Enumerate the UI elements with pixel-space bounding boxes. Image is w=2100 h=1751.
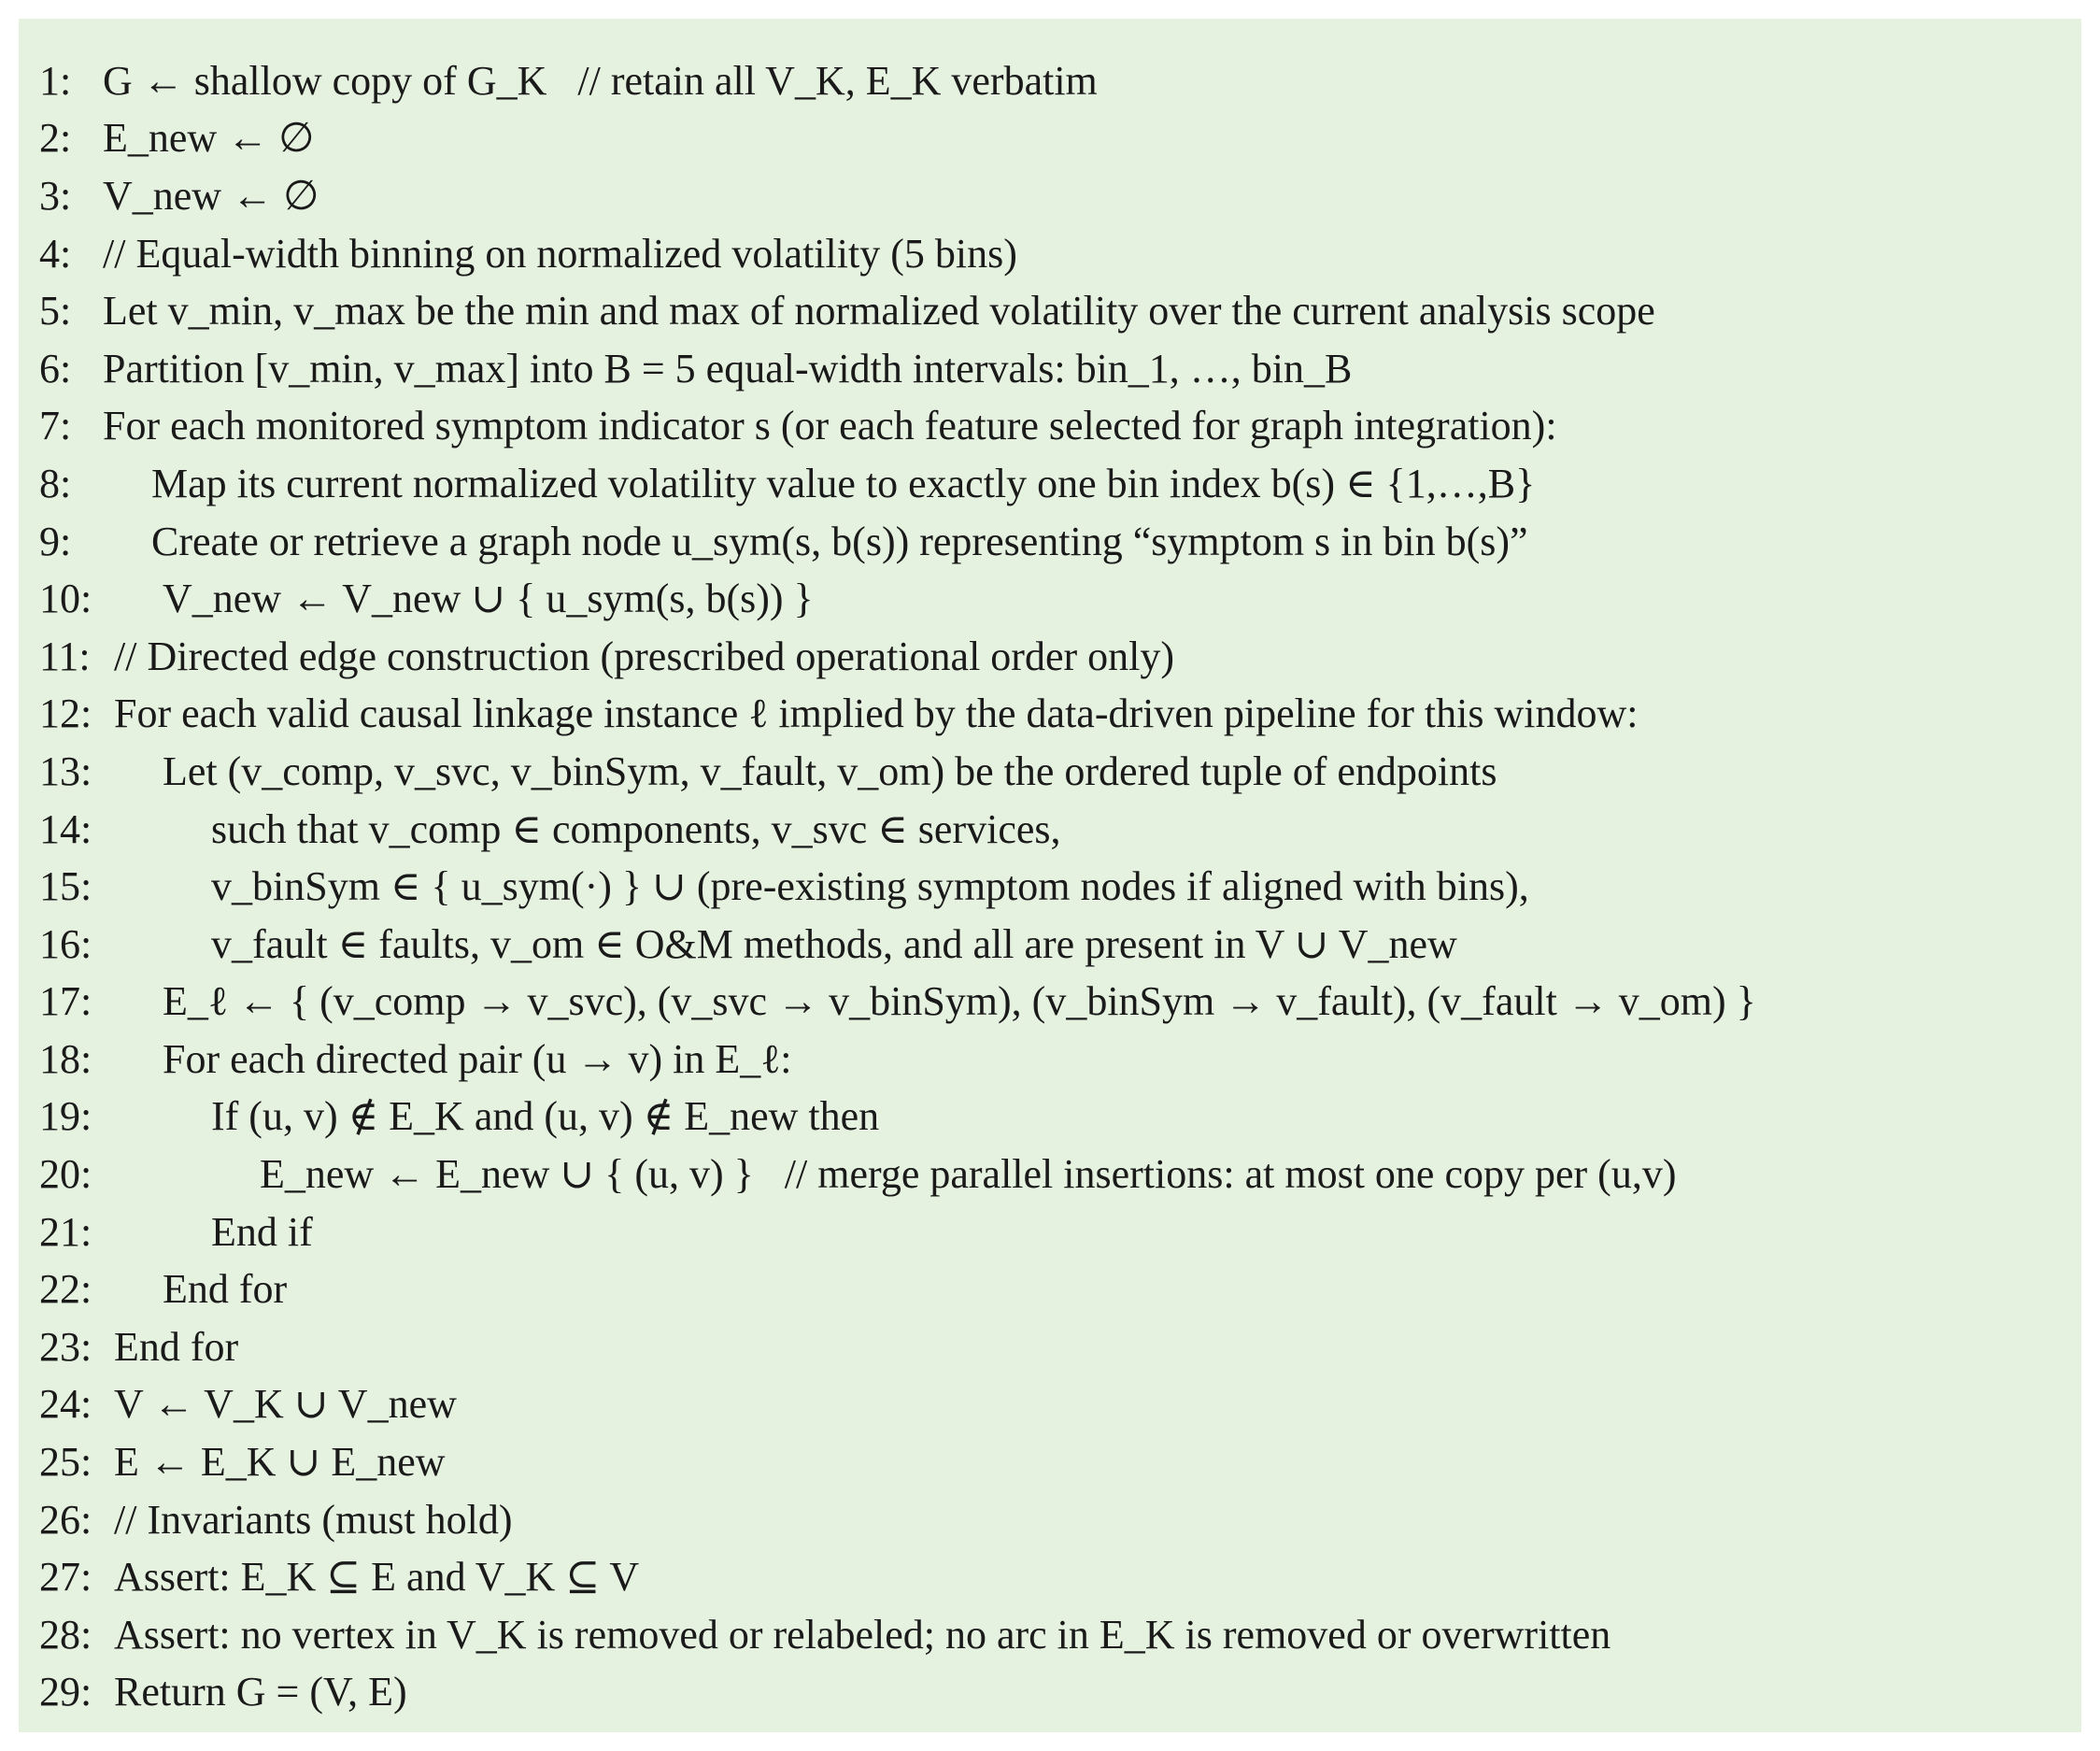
line-number: 17: xyxy=(39,978,92,1025)
line-text: Return G = (V, E) xyxy=(114,1669,407,1715)
line-number: 8: xyxy=(39,460,72,506)
line-text: // Directed edge construction (prescribed operational order only) xyxy=(114,633,1174,679)
algorithm-line xyxy=(39,513,1756,571)
algorithm-line xyxy=(39,1089,1756,1146)
line-text: such that v_comp ∈ components, v_svc ∈ services, xyxy=(211,805,1061,852)
line-text: Partition [v_min, v_max] into B = 5 equal-width intervals: bin_1, …, bin_B xyxy=(103,345,1353,391)
line-number: 20: xyxy=(39,1151,92,1198)
algorithm-lines xyxy=(39,52,1756,1721)
line-text: For each directed pair (u → v) in E_ℓ: xyxy=(163,1035,792,1082)
algorithm-line xyxy=(39,686,1756,744)
line-number: 18: xyxy=(39,1035,92,1082)
algorithm-box xyxy=(19,19,2081,1732)
line-number: 27: xyxy=(39,1554,92,1601)
line-number: 12: xyxy=(39,690,92,737)
line-text: v_binSym ∈ { u_sym(·) } ∪ (pre-existing symptom nodes if aligned with bins), xyxy=(211,863,1529,910)
algorithm-line xyxy=(39,1548,1756,1606)
line-number: 25: xyxy=(39,1439,92,1486)
algorithm-line xyxy=(39,1606,1756,1664)
line-text: G ← shallow copy of G_K // retain all V_K, E_K verbatim xyxy=(103,57,1098,104)
line-text: For each monitored symptom indicator s (or each feature selected for graph integration): xyxy=(103,403,1557,449)
line-text: Map its current normalized volatility value to exactly one bin index b(s) ∈ {1,…,B} xyxy=(151,460,1536,506)
line-number: 29: xyxy=(39,1669,92,1715)
line-number: 26: xyxy=(39,1496,92,1543)
line-text: E_new ← E_new ∪ { (u, v) } // merge parallel insertions: at most one copy per (u,v) xyxy=(260,1151,1677,1198)
line-text: v_fault ∈ faults, v_om ∈ O&M methods, and all are present in V ∪ V_new xyxy=(211,920,1457,967)
algorithm-line xyxy=(39,570,1756,628)
line-text: Let (v_comp, v_svc, v_binSym, v_fault, v_om) be the ordered tuple of endpoints xyxy=(163,747,1497,794)
line-number: 24: xyxy=(39,1381,92,1428)
line-text: Create or retrieve a graph node u_sym(s, b(s)) representing “symptom s in bin b(s)” xyxy=(151,518,1528,564)
line-text: Assert: no vertex in V_K is removed or relabeled; no arc in E_K is removed or overwritten xyxy=(114,1611,1611,1658)
line-number: 10: xyxy=(39,576,92,622)
algorithm-line xyxy=(39,282,1756,340)
line-number: 13: xyxy=(39,747,92,794)
algorithm-line xyxy=(39,1031,1756,1089)
algorithm-line xyxy=(39,974,1756,1032)
algorithm-line xyxy=(39,110,1756,168)
line-number: 6: xyxy=(39,345,72,391)
algorithm-line xyxy=(39,340,1756,398)
algorithm-line xyxy=(39,1146,1756,1203)
line-text: E ← E_K ∪ E_new xyxy=(114,1439,446,1486)
line-number: 4: xyxy=(39,230,72,277)
algorithm-line xyxy=(39,1203,1756,1261)
algorithm-line xyxy=(39,398,1756,456)
line-text: // Equal-width binning on normalized volatility (5 bins) xyxy=(103,230,1017,277)
algorithm-line xyxy=(39,1318,1756,1376)
line-number: 9: xyxy=(39,518,72,564)
line-number: 28: xyxy=(39,1611,92,1658)
line-text: End if xyxy=(211,1208,313,1255)
algorithm-line xyxy=(39,801,1756,859)
line-number: 2: xyxy=(39,115,72,162)
line-number: 5: xyxy=(39,288,72,335)
line-text: Assert: E_K ⊆ E and V_K ⊆ V xyxy=(114,1554,640,1601)
algorithm-line xyxy=(39,1433,1756,1491)
algorithm-line xyxy=(39,52,1756,110)
line-number: 15: xyxy=(39,863,92,910)
algorithm-line xyxy=(39,1491,1756,1549)
algorithm-line xyxy=(39,455,1756,513)
line-number: 11: xyxy=(39,633,91,679)
algorithm-line xyxy=(39,1376,1756,1434)
line-text: End for xyxy=(114,1323,239,1370)
line-number: 22: xyxy=(39,1266,92,1313)
line-number: 19: xyxy=(39,1093,92,1140)
line-number: 16: xyxy=(39,920,92,967)
algorithm-line xyxy=(39,1260,1756,1318)
algorithm-line xyxy=(39,743,1756,801)
line-text: V_new ← ∅ xyxy=(103,172,319,219)
line-text: E_ℓ ← { (v_comp → v_svc), (v_svc → v_binSym), (v_binSym → v_fault), (v_fault → v_om) } xyxy=(163,978,1756,1025)
line-number: 14: xyxy=(39,805,92,852)
line-text: If (u, v) ∉ E_K and (u, v) ∉ E_new then xyxy=(211,1093,880,1140)
line-text: Let v_min, v_max be the min and max of normalized volatility over the current analysis scope xyxy=(103,288,1655,335)
line-text: V_new ← V_new ∪ { u_sym(s, b(s)) } xyxy=(163,576,814,622)
line-number: 23: xyxy=(39,1323,92,1370)
algorithm-line xyxy=(39,916,1756,974)
line-text: E_new ← ∅ xyxy=(103,115,315,162)
line-number: 21: xyxy=(39,1208,92,1255)
algorithm-line xyxy=(39,225,1756,283)
line-number: 1: xyxy=(39,57,72,104)
line-text: V ← V_K ∪ V_new xyxy=(114,1381,457,1428)
algorithm-line xyxy=(39,628,1756,686)
line-text: End for xyxy=(163,1266,288,1313)
algorithm-line xyxy=(39,1664,1756,1722)
line-number: 3: xyxy=(39,172,72,219)
line-text: // Invariants (must hold) xyxy=(114,1496,513,1543)
algorithm-line xyxy=(39,858,1756,916)
line-text: For each valid causal linkage instance ℓ implied by the data-driven pipeline for this window: xyxy=(114,690,1639,737)
line-number: 7: xyxy=(39,403,72,449)
algorithm-line xyxy=(39,167,1756,225)
